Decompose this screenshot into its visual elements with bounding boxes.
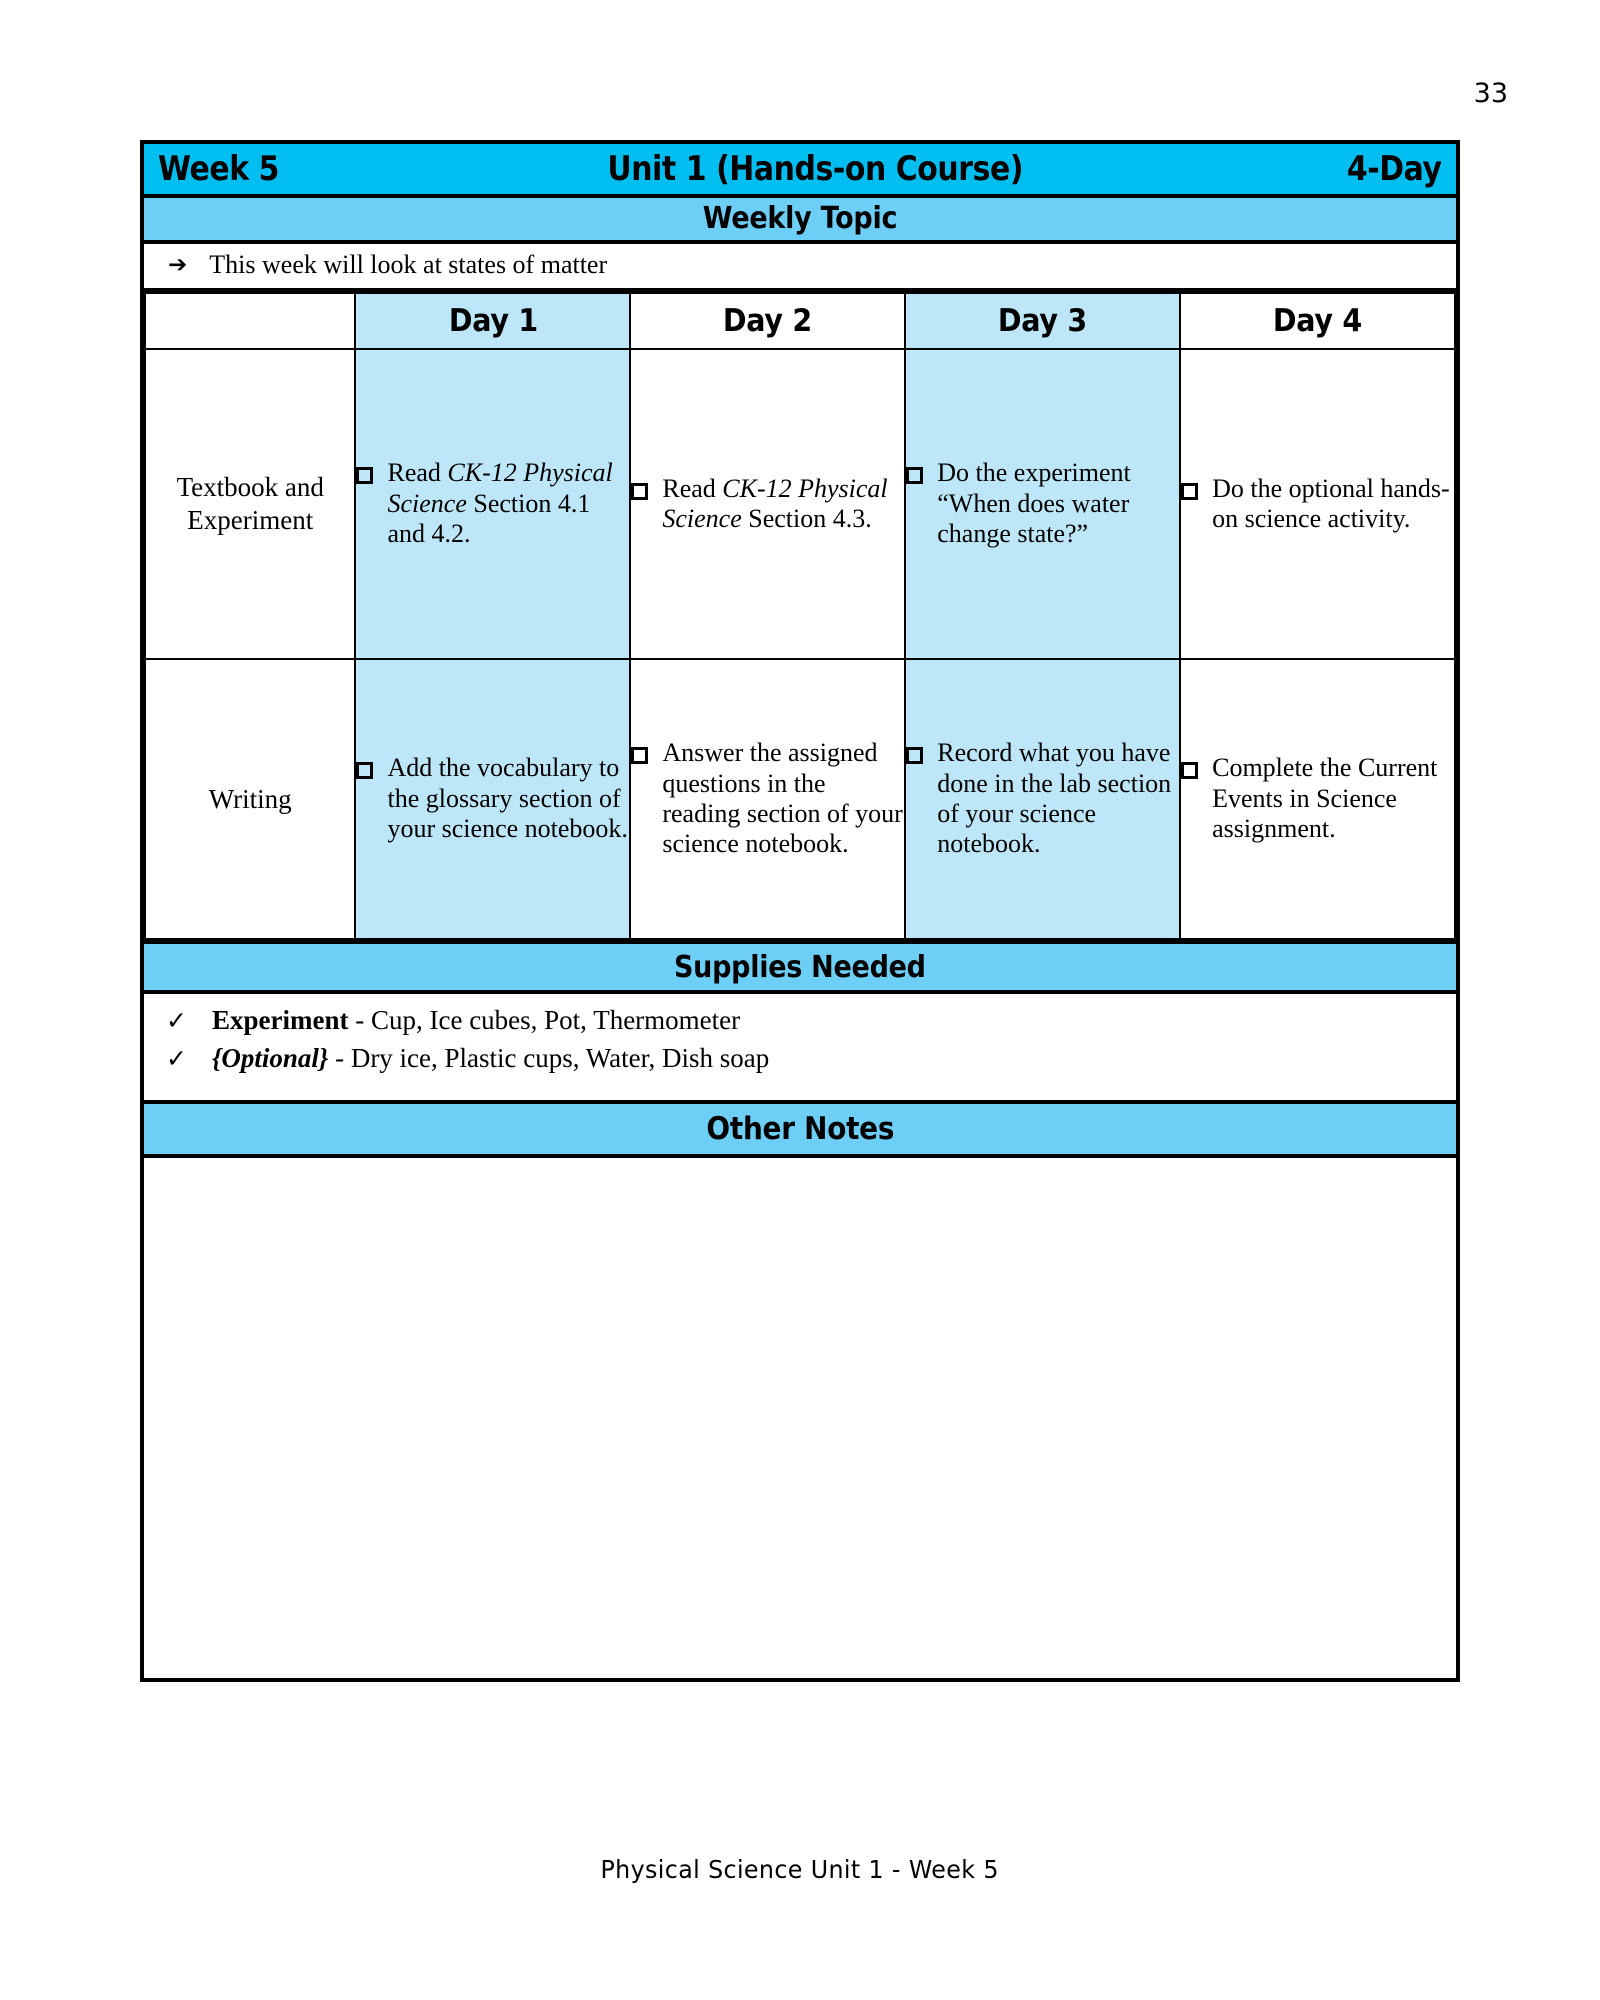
day-header-2-label: Day 2 [723,303,813,339]
weekly-topic-banner-label: Weekly Topic [702,201,898,236]
task-cell-textbook-day4[interactable] [1180,349,1455,659]
checkmark-icon: ✓ [166,1006,187,1035]
day-header-2 [630,293,905,349]
day-header-4 [1180,293,1455,349]
other-notes-label: Other Notes [706,1111,894,1147]
task-cell-writing-day3[interactable] [905,659,1180,939]
task-cell-textbook-day2[interactable] [630,349,905,659]
task-cell-writing-day1[interactable] [355,659,630,939]
supplies-needed-banner [144,940,1456,994]
table-row-writing [145,659,1455,939]
checkbox-empty-icon[interactable] [1181,762,1198,779]
day-header-3-label: Day 3 [998,303,1088,339]
unit-title: Unit 1 (Hands-on Course) [607,149,1023,189]
weekly-topic-row [144,244,1456,292]
page-footer [0,1855,1600,1884]
page-number: 33 [1473,78,1508,109]
page-footer-label: Physical Science Unit 1 - Week 5 [600,1855,1000,1884]
weekly-planner-table [140,140,1460,1682]
checkbox-empty-icon[interactable] [1181,483,1198,500]
row-label-writing: Writing [145,659,355,939]
weekly-topic-text: This week will look at states of matter [209,249,608,279]
checkmark-icon: ✓ [166,1044,187,1074]
task-cell-writing-day2[interactable] [630,659,905,939]
supplies-list [144,994,1456,1104]
grid-corner-cell [145,293,355,349]
checkbox-empty-icon[interactable] [906,747,923,764]
checkbox-empty-icon[interactable] [356,467,373,484]
task-text: Complete the Current Events in Science assignment. [1212,753,1438,844]
list-item [166,1004,1456,1036]
week-label: Week 5 [158,149,280,189]
supplies-needed-label: Supplies Needed [674,949,926,985]
task-text: Answer the assigned questions in the reading section of your science notebook. [662,738,903,859]
task-cell-textbook-day1[interactable] [355,349,630,659]
task-text: Record what you have done in the lab section of your science notebook. [937,738,1172,859]
arrow-right-icon: ➔ [168,251,188,278]
task-text: Read CK-12 Physical Science Section 4.3. [662,473,888,533]
day-header-1-label: Day 1 [448,303,538,339]
task-text: Add the vocabulary to the glossary section of your science notebook. [387,753,628,844]
planner-header-banner [144,144,1456,198]
task-cell-textbook-day3[interactable] [905,349,1180,659]
day-header-4-label: Day 4 [1273,303,1363,339]
other-notes-writing-area[interactable] [144,1158,1456,1678]
day-header-row [145,293,1455,349]
schedule-length-label: 4-Day [1347,149,1442,189]
task-cell-writing-day4[interactable] [1180,659,1455,939]
row-label-textbook-experiment: Textbook and Experiment [145,349,355,659]
checkbox-empty-icon[interactable] [906,467,923,484]
list-item [166,1042,1456,1074]
day-assignment-grid [144,292,1456,940]
day-header-1 [355,293,630,349]
table-row-textbook-experiment [145,349,1455,659]
task-text: Read CK-12 Physical Science Section 4.1 and 4.2. [387,458,613,549]
checkbox-empty-icon[interactable] [356,762,373,779]
day-header-3 [905,293,1180,349]
task-text: Do the optional hands-on science activity. [1212,473,1450,533]
supply-text: {Optional} - Dry ice, Plastic cups, Water, Dish soap [212,1043,770,1074]
task-text: Do the experiment “When does water change state?” [937,458,1131,549]
weekly-topic-banner [144,198,1456,244]
checkbox-empty-icon[interactable] [631,483,648,500]
other-notes-banner [144,1104,1456,1158]
supply-text: Experiment - Cup, Ice cubes, Pot, Thermometer [212,1005,741,1035]
checkbox-empty-icon[interactable] [631,747,648,764]
